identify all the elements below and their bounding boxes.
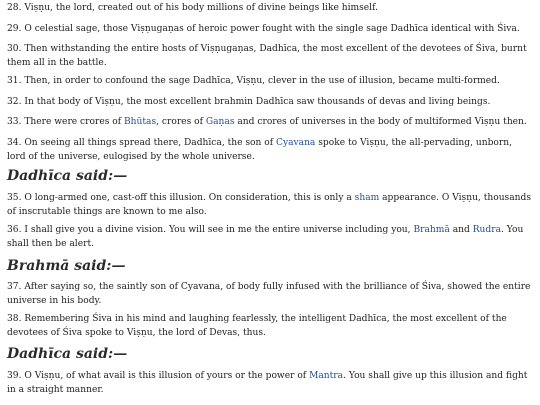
link-rudra[interactable]: Rudra — [472, 225, 501, 235]
verse-36 — [7, 223, 531, 251]
verse-33 — [7, 115, 531, 129]
verse-34-text-b: spoke to Viṣṇu, the all-pervading, unborn, lord of the universe, eulogised by the whole universe. — [7, 138, 512, 162]
link-mantra[interactable]: Mantra — [309, 371, 344, 381]
speaker-heading-dadhica: Dadhīca said:— — [7, 168, 128, 184]
verse-33-text-c: and crores of universes in the body of multiformed Viṣṇu then. — [234, 117, 527, 127]
verse-31: 31. Then, in order to confound the sage Dadhīca, Viṣṇu, clever in the use of illusion, became multi-formed. — [7, 76, 500, 86]
verse-35-text-b: appearance. O Viṣṇu, thousands of inscrutable things are known to me also. — [7, 193, 531, 217]
verse-39-text-b: . You shall give up this illusion and fight in a straight manner. — [7, 371, 528, 395]
verse-34-text-a: 34. On seeing all things spread there, Dadhīca, the son of — [7, 138, 276, 148]
link-brahma[interactable]: Brahmā — [413, 225, 450, 235]
speaker-heading-dadhica-2: Dadhīca said:— — [7, 346, 128, 362]
link-cyavana[interactable]: Cyavana — [276, 138, 316, 148]
verse-35-text-a: 35. O long-armed one, cast-off this illusion. On consideration, this is only a — [7, 193, 355, 203]
verse-38: 38. Remembering Śiva in his mind and laughing fearlessly, the intelligent Dadhīca, the most excellent of the devotees of Śiva spoke to Viṣṇu, the lord of Devas, thus. — [7, 314, 507, 338]
verse-32: 32. In that body of Viṣṇu, the most excellent brahmin Dadhīca saw thousands of devas and living beings. — [7, 97, 491, 107]
verse-37: 37. After saying so, the saintly son of Cyavana, of body fully infused with the brilliance of Śiva, showed the entire universe in his body. — [7, 282, 531, 306]
verse-39 — [7, 369, 531, 397]
link-bhutas[interactable]: Bhūtas — [124, 117, 157, 127]
verse-36-text-a: 36. I shall give you a divine vision. You will see in me the entire universe including you, — [7, 225, 414, 235]
verse-36-text-c: . You shall then be alert. — [7, 225, 524, 249]
verse-34 — [7, 136, 531, 164]
link-sham[interactable]: sham — [354, 193, 380, 203]
speaker-heading-brahma: Brahmā said:— — [7, 258, 126, 274]
verse-35 — [7, 191, 531, 219]
link-ganas[interactable]: Gaṇas — [205, 117, 235, 127]
verse-28: 28. Viṣṇu, the lord, created out of his body millions of divine beings like himself. — [7, 3, 379, 13]
verse-39-text-a: 39. O Viṣṇu, of what avail is this illusion of yours or the power of — [7, 371, 310, 381]
verse-33-text-a: 33. There were crores of — [7, 117, 124, 127]
verse-29: 29. O celestial sage, those Viṣṇugaṇas of heroic power fought with the single sage Dadhīca identical with Śiva. — [7, 24, 520, 34]
verse-33-text-b: , crores of — [156, 117, 206, 127]
verse-36-text-b: and — [449, 225, 473, 235]
verse-30: 30. Then withstanding the entire hosts of Viṣṇugaṇas, Dadhīca, the most excellent of the devotees of Śiva, burnt them all in the battle. — [7, 44, 527, 68]
